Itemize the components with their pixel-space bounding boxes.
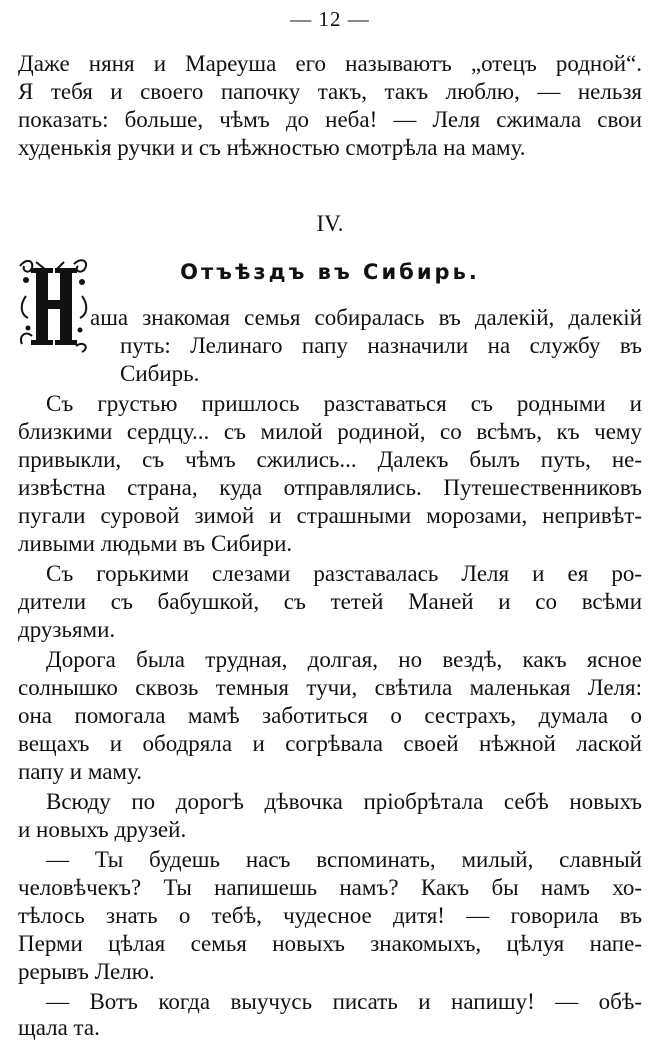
text-line: Перми цѣлая семья новыхъ знакомыхъ, цѣлуя напе- bbox=[18, 931, 642, 956]
text-line: путь: Лелинаго папу назначили на службу въ bbox=[120, 333, 642, 358]
text-line: близкими сердцу... съ милой родиной, со всѣмъ, къ чему bbox=[18, 419, 642, 444]
text-line: аша знакомая семья собиралась въ далекій, далекій bbox=[90, 305, 642, 330]
text-line: друзьями. bbox=[18, 617, 116, 642]
text-line: худенькія ручки и съ нѣжностью смотрѣла на маму. bbox=[18, 135, 526, 160]
page-number: — 12 — bbox=[290, 7, 370, 31]
text-line: пугали суровой зимой и страшными морозами, непривѣт- bbox=[18, 503, 642, 528]
text-line: привыкли, съ чѣмъ сжились... Далекъ былъ путь, не- bbox=[18, 447, 642, 472]
text-line: дители съ бабушкой, съ тетей Маней и со всѣми bbox=[18, 589, 642, 614]
chapter-title: Отъѣздъ въ Сибирь. bbox=[180, 260, 480, 284]
text-line: Дорога была трудная, долгая, но вездѣ, какъ ясное bbox=[46, 647, 642, 672]
chapter-number: IV. bbox=[316, 211, 344, 236]
text-line: — Ты будешь насъ вспоминать, милый, славный bbox=[46, 847, 642, 872]
text-line: извѣстна страна, куда отправлялись. Путешественниковъ bbox=[18, 475, 642, 500]
text-line: тѣлось знать о тебѣ, чудесное дитя! — говорила въ bbox=[18, 903, 642, 928]
text-line: Съ грустью пришлось разставаться съ родными и bbox=[46, 391, 642, 416]
text-line: ливыми людьми въ Сибири. bbox=[18, 531, 293, 556]
text-line: она помогала мамѣ заботиться о сестрахъ, думала о bbox=[18, 703, 642, 728]
text-line: Даже няня и Мареуша его называютъ „отецъ родной“. bbox=[18, 51, 642, 76]
text-line: Съ горькими слезами разставалась Леля и ея ро- bbox=[46, 561, 642, 586]
text-line: щала та. bbox=[18, 1015, 100, 1040]
text-line: солнышко сквозь темныя тучи, свѣтила маленькая Леля: bbox=[18, 675, 642, 700]
text-line: Я тебя и своего папочку такъ, такъ люблю, — нельзя bbox=[18, 79, 642, 104]
text-line: Всюду по дорогѣ дѣвочка пріобрѣтала себѣ новыхъ bbox=[46, 789, 642, 814]
text-line: Сибирь. bbox=[120, 361, 200, 386]
text-line: папу и маму. bbox=[18, 759, 142, 784]
text-line: и новыхъ друзей. bbox=[18, 817, 187, 842]
text-line: рерывъ Лелю. bbox=[18, 959, 155, 984]
text-line: — Вотъ когда выучусь писать и напишу! — обѣ- bbox=[46, 989, 642, 1014]
text-line: показать: больше, чѣмъ до неба! — Леля сжимала свои bbox=[18, 107, 642, 132]
text-line: вещахъ и ободряла и согрѣвала своей нѣжной лаской bbox=[18, 731, 642, 756]
text-line: человѣчекъ? Ты напишешь намъ? Какъ бы намъ хо- bbox=[18, 875, 642, 900]
